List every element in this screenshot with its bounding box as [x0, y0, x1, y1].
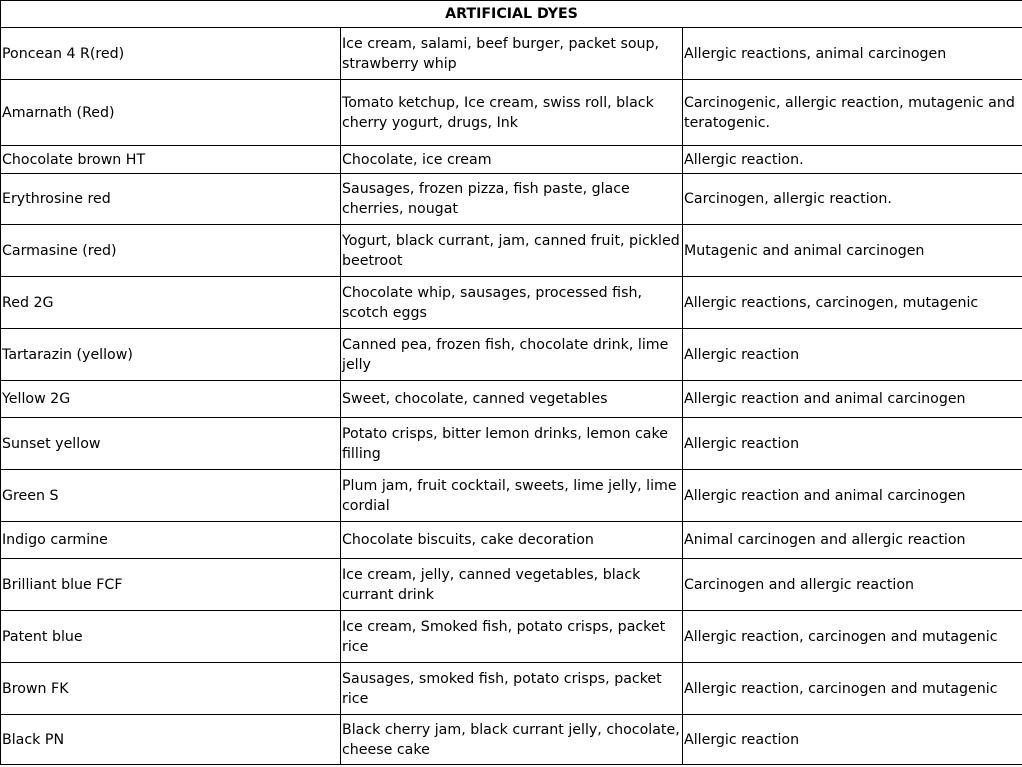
table-row [1, 28, 1022, 80]
food-sources: Ice cream, salami, beef burger, packet soup, strawberry whip [341, 28, 683, 80]
health-effects: Allergic reactions, animal carcinogen [683, 28, 1022, 80]
food-sources: Ice cream, Smoked fish, potato crisps, packet rice [341, 611, 683, 663]
food-sources: Canned pea, frozen fish, chocolate drink, lime jelly [341, 329, 683, 381]
table-row [1, 418, 1022, 470]
dye-name: Red 2G [1, 277, 341, 329]
dye-name: Yellow 2G [1, 381, 341, 418]
dye-name: Indigo carmine [1, 522, 341, 559]
dye-name: Black PN [1, 715, 341, 765]
dye-name: Poncean 4 R(red) [1, 28, 341, 80]
health-effects: Allergic reaction and animal carcinogen [683, 381, 1022, 418]
food-sources: Ice cream, jelly, canned vegetables, black currant drink [341, 559, 683, 611]
dye-name: Erythrosine red [1, 174, 341, 225]
food-sources: Chocolate biscuits, cake decoration [341, 522, 683, 559]
health-effects: Carcinogen, allergic reaction. [683, 174, 1022, 225]
food-sources: Sausages, smoked fish, potato crisps, packet rice [341, 663, 683, 715]
table-row [1, 174, 1022, 225]
table-row [1, 277, 1022, 329]
dye-name: Brown FK [1, 663, 341, 715]
table-row [1, 225, 1022, 277]
health-effects: Allergic reaction [683, 715, 1022, 765]
food-sources: Tomato ketchup, Ice cream, swiss roll, black cherry yogurt, drugs, Ink [341, 80, 683, 146]
title-row [1, 1, 1022, 28]
food-sources: Plum jam, fruit cocktail, sweets, lime jelly, lime cordial [341, 470, 683, 522]
health-effects: Allergic reaction [683, 329, 1022, 381]
table-title: ARTIFICIAL DYES [1, 1, 1022, 28]
dye-name: Green S [1, 470, 341, 522]
table-row [1, 381, 1022, 418]
health-effects: Carcinogenic, allergic reaction, mutagenic and teratogenic. [683, 80, 1022, 146]
dye-name: Brilliant blue FCF [1, 559, 341, 611]
health-effects: Allergic reaction. [683, 146, 1022, 174]
table-row [1, 715, 1022, 765]
health-effects: Allergic reaction [683, 418, 1022, 470]
table-row [1, 80, 1022, 146]
health-effects: Allergic reaction, carcinogen and mutagenic [683, 611, 1022, 663]
food-sources: Black cherry jam, black currant jelly, chocolate, cheese cake [341, 715, 683, 765]
food-sources: Sausages, frozen pizza, fish paste, glace cherries, nougat [341, 174, 683, 225]
dye-name: Sunset yellow [1, 418, 341, 470]
food-sources: Chocolate, ice cream [341, 146, 683, 174]
dye-name: Tartarazin (yellow) [1, 329, 341, 381]
food-sources: Yogurt, black currant, jam, canned fruit, pickled beetroot [341, 225, 683, 277]
dye-name: Patent blue [1, 611, 341, 663]
dye-name: Amarnath (Red) [1, 80, 341, 146]
food-sources: Sweet, chocolate, canned vegetables [341, 381, 683, 418]
table-row [1, 611, 1022, 663]
table-row [1, 559, 1022, 611]
health-effects: Animal carcinogen and allergic reaction [683, 522, 1022, 559]
health-effects: Allergic reactions, carcinogen, mutagenic [683, 277, 1022, 329]
table-row [1, 470, 1022, 522]
food-sources: Chocolate whip, sausages, processed fish, scotch eggs [341, 277, 683, 329]
dye-name: Chocolate brown HT [1, 146, 341, 174]
health-effects: Allergic reaction and animal carcinogen [683, 470, 1022, 522]
table-row [1, 146, 1022, 174]
health-effects: Allergic reaction, carcinogen and mutagenic [683, 663, 1022, 715]
food-sources: Potato crisps, bitter lemon drinks, lemon cake filling [341, 418, 683, 470]
table-row [1, 329, 1022, 381]
health-effects: Mutagenic and animal carcinogen [683, 225, 1022, 277]
health-effects: Carcinogen and allergic reaction [683, 559, 1022, 611]
table-row [1, 663, 1022, 715]
dye-name: Carmasine (red) [1, 225, 341, 277]
table-row [1, 522, 1022, 559]
